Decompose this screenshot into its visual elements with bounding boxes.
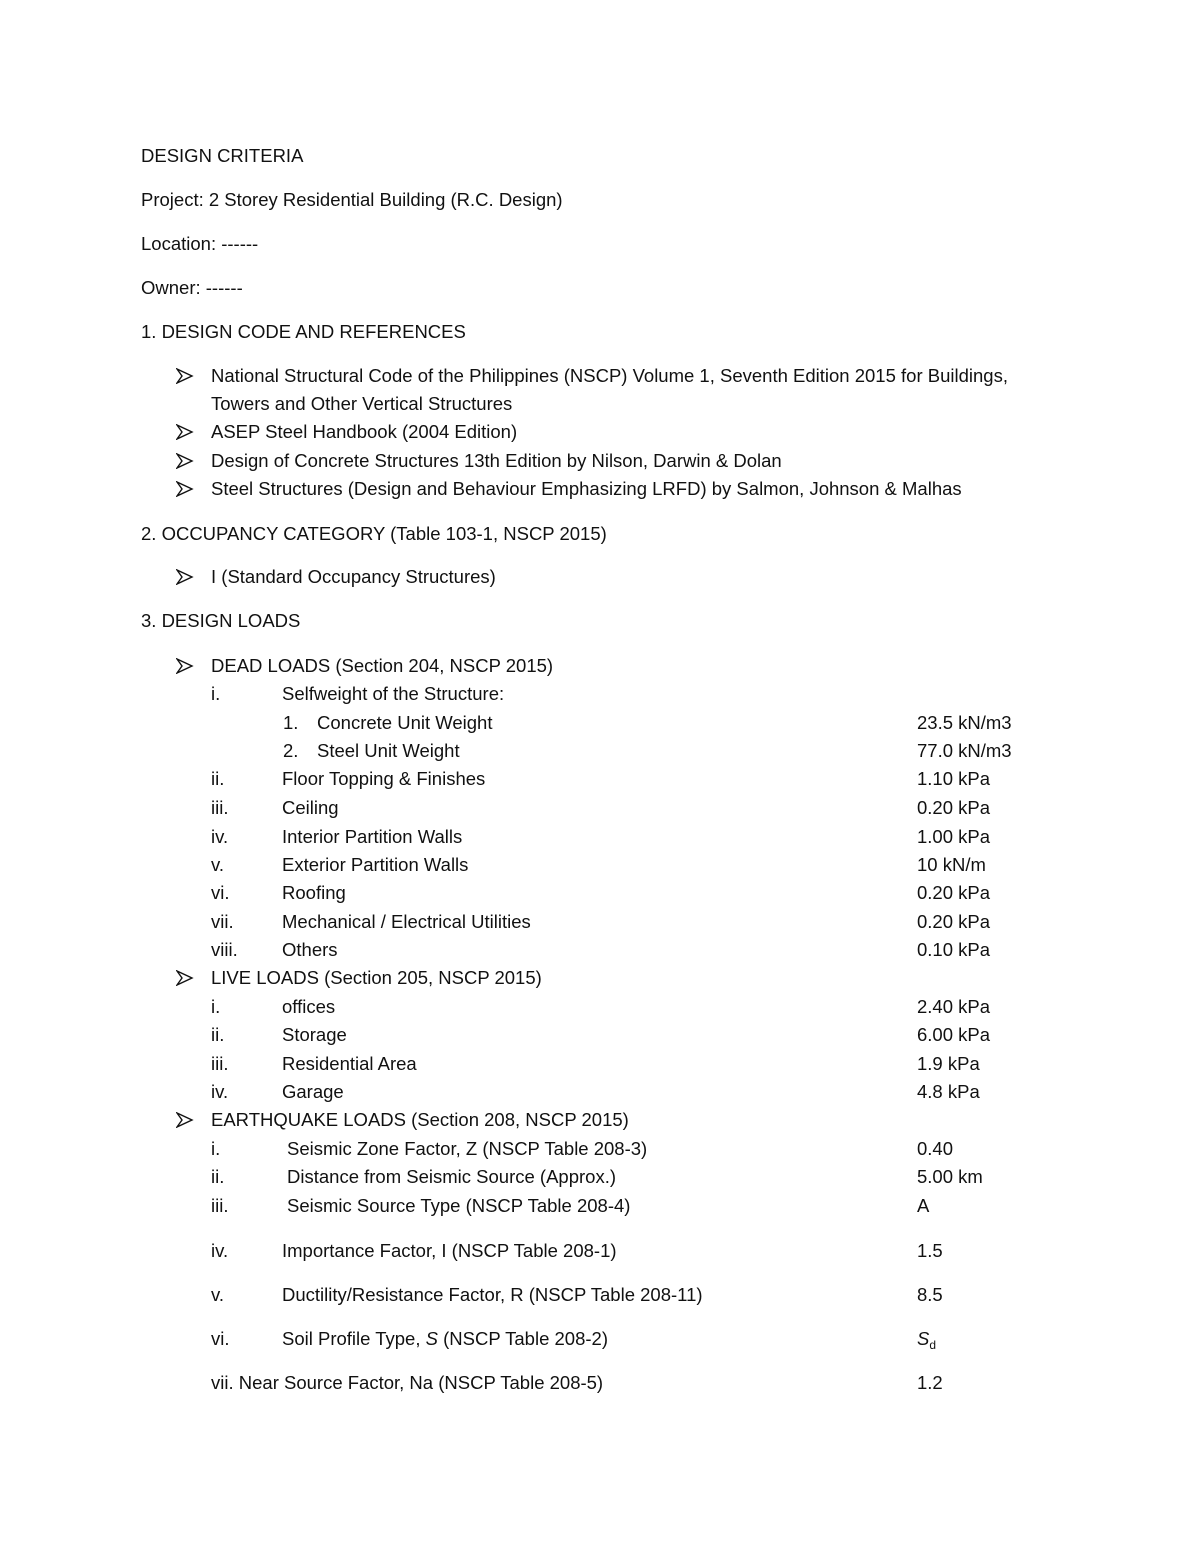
load-value: 4.8 kPa (917, 1081, 980, 1102)
roman-numeral: vi. (211, 882, 230, 903)
load-label: Importance Factor, I (NSCP Table 208-1) (282, 1240, 617, 1261)
load-label: Ductility/Resistance Factor, R (NSCP Table 208-11) (282, 1284, 703, 1305)
soil-label-suffix: (NSCP Table 208-2) (437, 1328, 608, 1349)
roman-numeral: ii. (211, 1166, 225, 1187)
load-label: Seismic Zone Factor, Z (NSCP Table 208-3) (287, 1138, 648, 1159)
load-label: Concrete Unit Weight (317, 712, 493, 733)
sub-number: 1. (283, 712, 299, 733)
load-label: Floor Topping & Finishes (282, 768, 486, 789)
project-line: Project: 2 Storey Residential Building (R.C. Design) (141, 189, 563, 210)
load-value: A (917, 1195, 930, 1216)
section-2-heading: 2. OCCUPANCY CATEGORY (Table 103-1, NSCP 2015) (141, 523, 607, 544)
soil-label-prefix: Soil Profile Type, (282, 1328, 426, 1349)
reference-item: ASEP Steel Handbook (2004 Edition) (211, 421, 518, 442)
load-label: Roofing (282, 882, 346, 903)
load-value: 0.40 (917, 1138, 954, 1159)
document-title: DESIGN CRITERIA (141, 145, 304, 166)
dead-loads-heading: DEAD LOADS (Section 204, NSCP 2015) (211, 655, 554, 676)
load-value: 10 kN/m (917, 854, 986, 875)
load-value: 6.00 kPa (917, 1024, 991, 1045)
soil-profile-value (917, 1328, 936, 1356)
load-label: Residential Area (282, 1053, 417, 1074)
roman-numeral: ii. (211, 768, 225, 789)
soil-label-variable: S (425, 1328, 438, 1349)
arrow-bullet-icon (176, 453, 194, 469)
load-label: Seismic Source Type (NSCP Table 208-4) (287, 1195, 631, 1216)
owner-line: Owner: ------ (141, 277, 243, 298)
roman-numeral: iii. (211, 1053, 229, 1074)
load-value: 1.5 (917, 1240, 943, 1261)
load-label: Garage (282, 1081, 344, 1102)
soil-value-main: S (917, 1328, 930, 1349)
arrow-bullet-icon (176, 569, 194, 585)
roman-numeral: vii. (211, 911, 234, 932)
reference-item: Design of Concrete Structures 13th Edition by Nilson, Darwin & Dolan (211, 450, 782, 471)
location-line: Location: ------ (141, 233, 259, 254)
load-label: Exterior Partition Walls (282, 854, 469, 875)
load-label: Steel Unit Weight (317, 740, 460, 761)
load-label: offices (282, 996, 336, 1017)
load-value: 0.20 kPa (917, 882, 991, 903)
load-label: Ceiling (282, 797, 339, 818)
roman-numeral: v. (211, 1284, 225, 1305)
arrow-bullet-icon (176, 424, 194, 440)
roman-numeral: iv. (211, 1081, 229, 1102)
arrow-bullet-icon (176, 481, 194, 497)
arrow-bullet-icon (176, 658, 194, 674)
roman-numeral: viii. (211, 939, 238, 960)
reference-item: Steel Structures (Design and Behaviour Emphasizing LRFD) by Salmon, Johnson & Malhas (211, 478, 962, 499)
load-value: 0.20 kPa (917, 797, 991, 818)
soil-profile-label (282, 1328, 608, 1350)
roman-numeral: i. (211, 683, 221, 704)
load-value: 1.9 kPa (917, 1053, 980, 1074)
arrow-bullet-icon (176, 1112, 194, 1128)
load-label: Mechanical / Electrical Utilities (282, 911, 531, 932)
roman-numeral: i. (211, 996, 221, 1017)
near-source-value: 1.2 (917, 1372, 943, 1393)
earthquake-loads-heading: EARTHQUAKE LOADS (Section 208, NSCP 2015) (211, 1109, 629, 1130)
section-3-heading: 3. DESIGN LOADS (141, 610, 301, 631)
arrow-bullet-icon (176, 970, 194, 986)
load-value: 0.10 kPa (917, 939, 991, 960)
load-value: 8.5 (917, 1284, 943, 1305)
load-label: Others (282, 939, 338, 960)
load-value: 5.00 km (917, 1166, 983, 1187)
load-value: 1.00 kPa (917, 826, 991, 847)
roman-numeral: i. (211, 1138, 221, 1159)
soil-value-subscript: d (929, 1338, 937, 1352)
load-label: Distance from Seismic Source (Approx.) (287, 1166, 616, 1187)
load-label: Storage (282, 1024, 347, 1045)
load-label: Interior Partition Walls (282, 826, 463, 847)
roman-numeral: iv. (211, 826, 229, 847)
roman-numeral: vi. (211, 1328, 230, 1349)
sub-number: 2. (283, 740, 299, 761)
roman-numeral: iii. (211, 1195, 229, 1216)
reference-item-continued: Towers and Other Vertical Structures (211, 393, 513, 414)
load-value: 77.0 kN/m3 (917, 740, 1012, 761)
live-loads-heading: LIVE LOADS (Section 205, NSCP 2015) (211, 967, 542, 988)
roman-numeral: v. (211, 854, 225, 875)
occupancy-item: I (Standard Occupancy Structures) (211, 566, 496, 587)
near-source-label: vii. Near Source Factor, Na (NSCP Table 208-5) (211, 1372, 604, 1393)
reference-item: National Structural Code of the Philippines (NSCP) Volume 1, Seventh Edition 2015 for Buildings, (211, 365, 1008, 386)
load-value: 0.20 kPa (917, 911, 991, 932)
load-value: 2.40 kPa (917, 996, 991, 1017)
selfweight-label: Selfweight of the Structure: (282, 683, 505, 704)
arrow-bullet-icon (176, 368, 194, 384)
roman-numeral: iv. (211, 1240, 229, 1261)
roman-numeral: ii. (211, 1024, 225, 1045)
load-value: 23.5 kN/m3 (917, 712, 1012, 733)
load-value: 1.10 kPa (917, 768, 991, 789)
roman-numeral: iii. (211, 797, 229, 818)
section-1-heading: 1. DESIGN CODE AND REFERENCES (141, 321, 466, 342)
